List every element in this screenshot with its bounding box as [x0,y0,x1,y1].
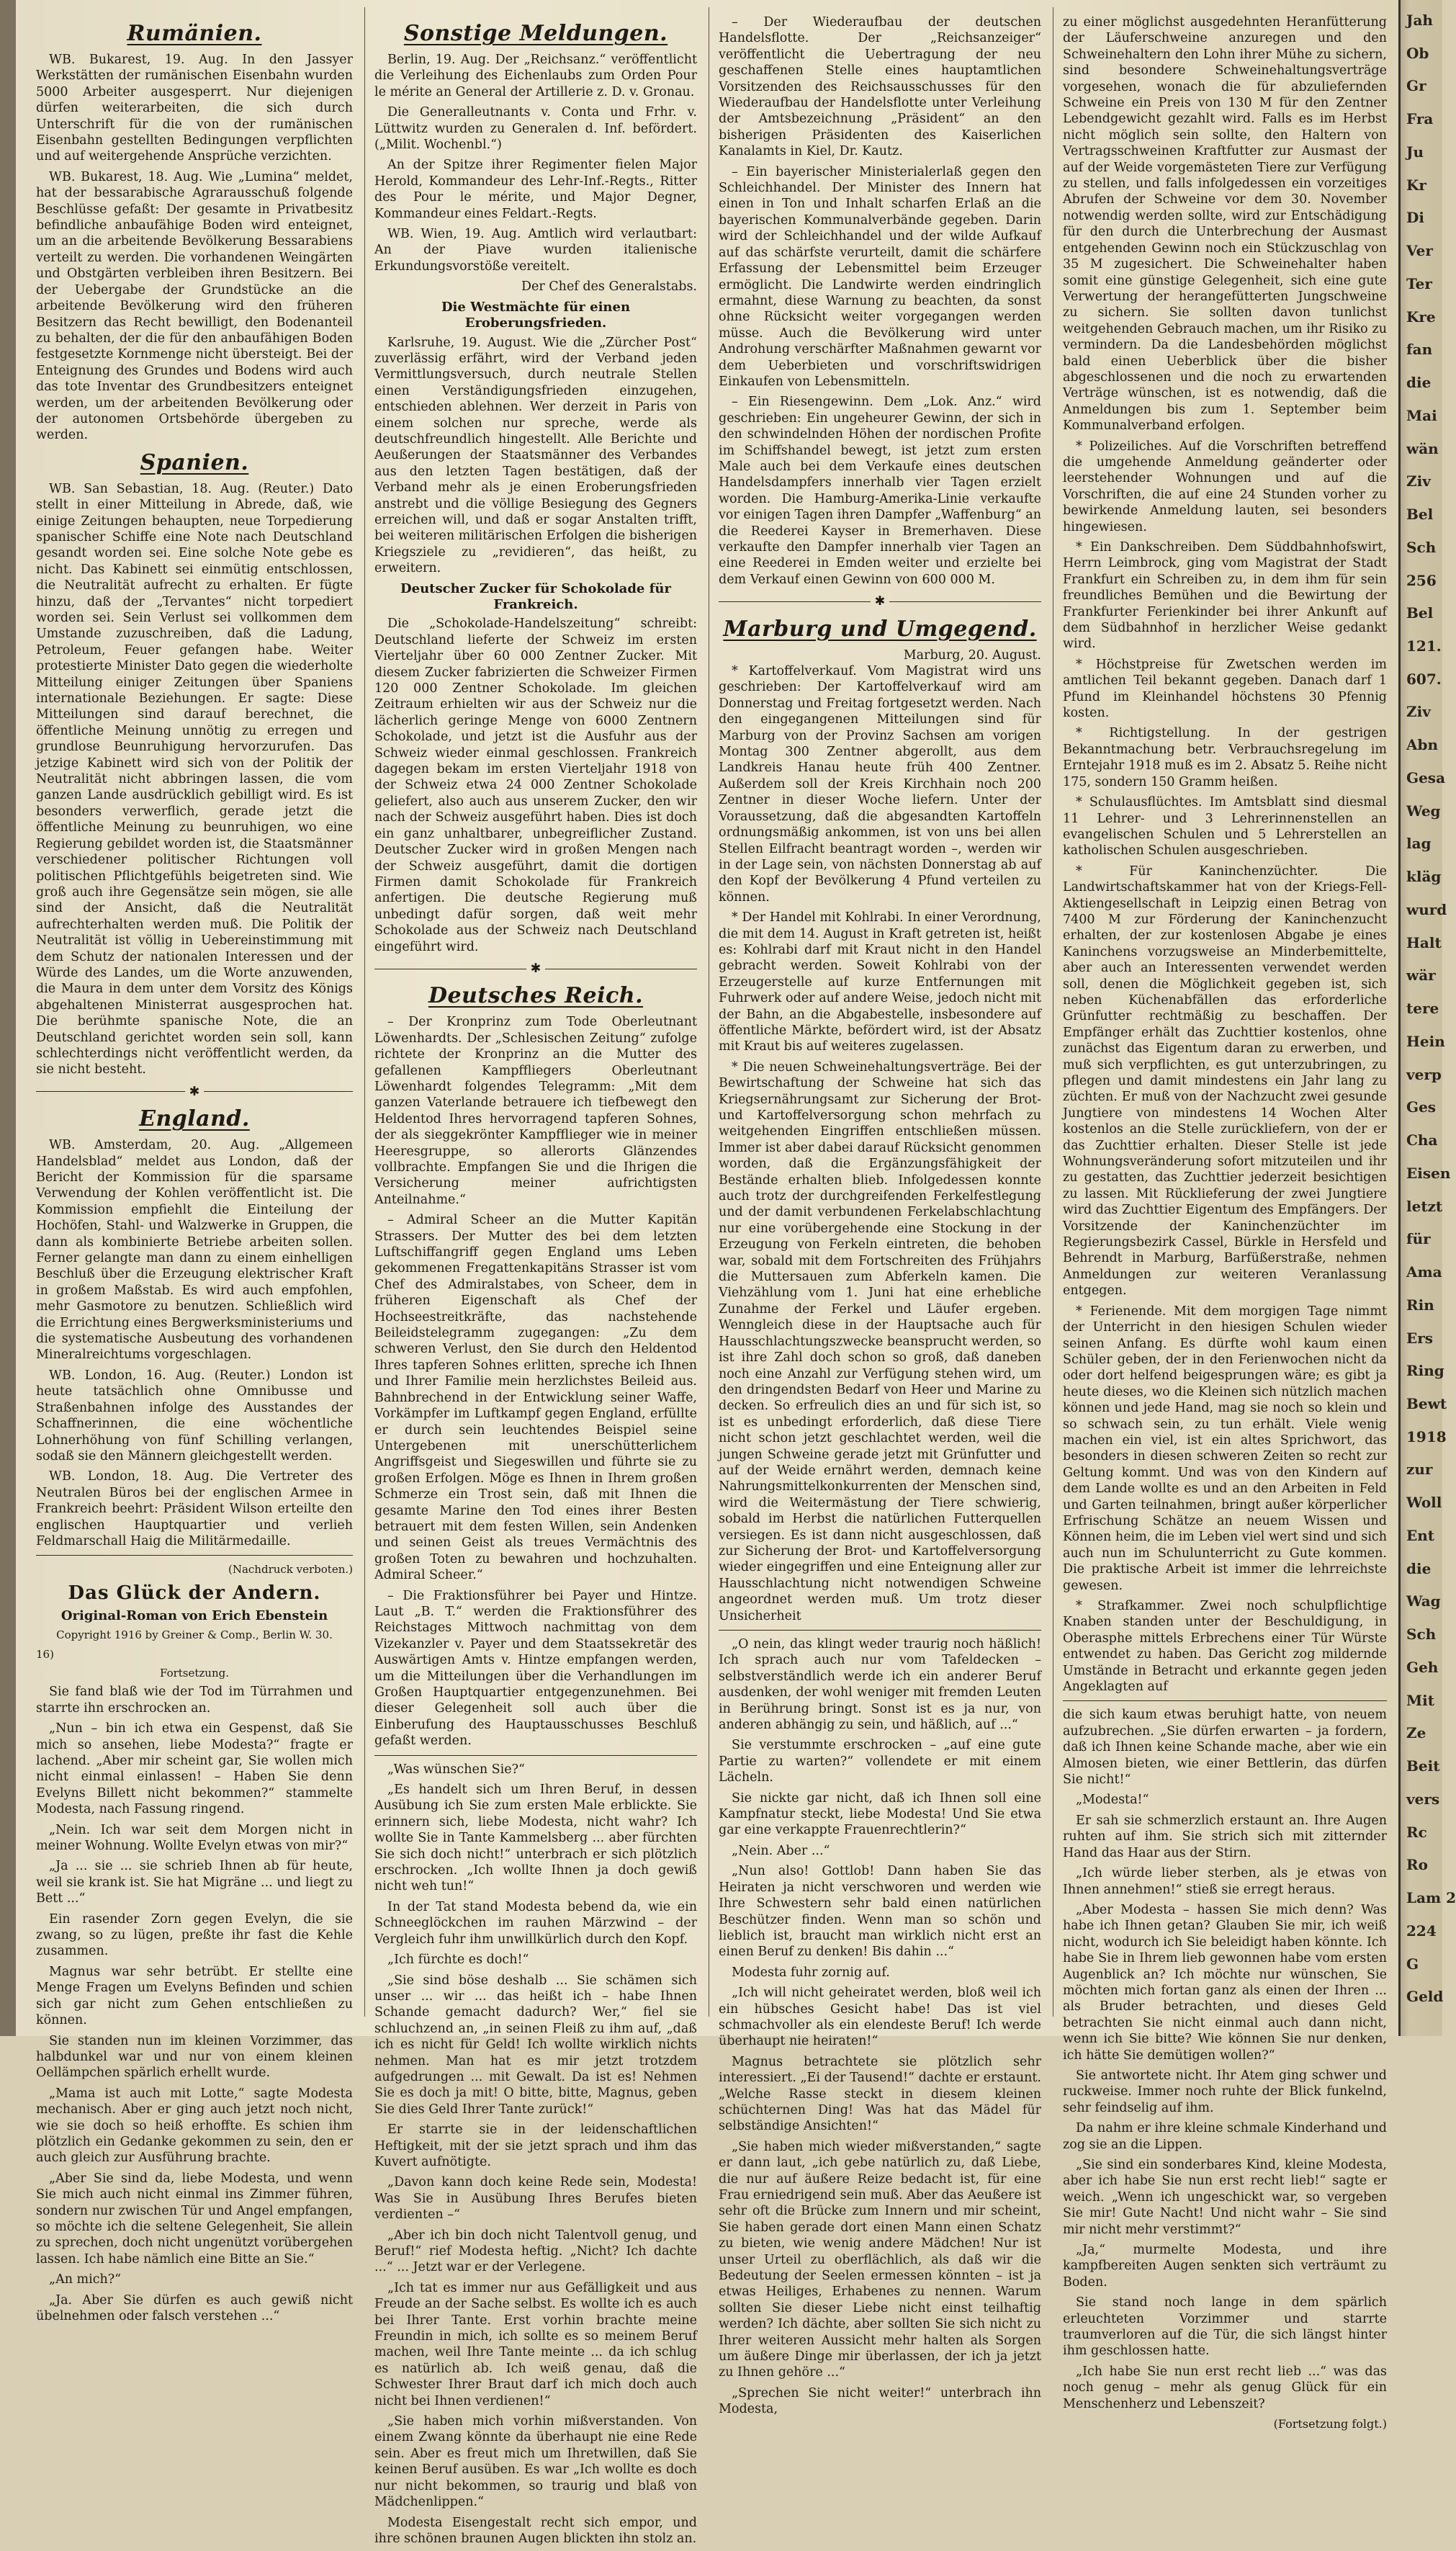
edge-fragment: Jah [1406,12,1433,29]
section-heading-england: England. [139,1106,250,1132]
novel-paragraph: Magnus betrachtete sie plötzlich sehr interessiert. „Ei der Tausend!“ dachte er erstaunt. „Welche Rasse steckt in diesem kleinen schüchternen Ding! Was hat das Mädel für selbständige Ansichten!“ [719,2054,1041,2134]
column-3 [719,14,1041,2422]
article-paragraph: – Ein Riesengewinn. Dem „Lok. Anz.“ wird geschrieben: Ein ungeheurer Gewinn, der sich in den schwindelnden Höhen der nordischen Profite im Schiffshandel bewegt, ist jetzt zum ersten Male auch bei dem Verkaufe eines deutschen Handelsdampfers innerhalb vier Tagen erzielt worden. Die Hamburg-Amerika-Linie verkaufte vor einigen Tagen ihren Dampfer „Waffenburg“ an die Reederei Kayser in Bremerhaven. Diese verkaufte den Dampfer innerhalb vier Tagen an eine Reederei in Emden weiter und erzielte bei dem Verkauf einen Gewinn von 600 000 M. [719,395,1041,587]
novel-paragraph: „Sprechen Sie nicht weiter!“ unterbrach ihn Modesta, [719,2385,1041,2417]
article-paragraph: Die „Schokolade-Handelszeitung“ schreibt: Deutschland lieferte der Schweiz im ersten Vierteljahr über 60 000 Zentner Zucker. Mit diesem Zucker fabrizierten die Schweizer Firmen 120 000 Zentner Schokolade. Im gleichen Zeitraum erhielten wir aus der Schweiz nur die lächerlich geringe Menge von 6000 Zentnern Schokolade, und jetzt ist die Ausfuhr aus der Schweiz wieder einmal geschlossen. Frankreich dagegen bekam im ersten Vierteljahr 1918 von der Schweiz etwa 24 000 Zentner Schokolade geliefert, also auch aus unserem Zucker, den wir nach der Schweiz ausgeführt haben. Dies ist doch ein ganz unhaltbarer, unbegreiflicher Zustand. Deutscher Zucker wird in großen Mengen nach der Schweiz ausgeführt, damit die dortigen Firmen damit Schokolade für Frankreich anfertigen. Die deutsche Regierung muß unbedingt dafür sorgen, daß weit mehr Schokolade aus der Schweiz nach Deutschland eingeführt wird. [374,617,697,954]
edge-fragment: Bel [1406,506,1434,524]
edge-fragment: Sch [1406,1626,1437,1644]
edge-fragment: Bel [1406,604,1434,622]
article-paragraph: * Ein Dankschreiben. Dem Süddbahnhofswirt, Herrn Leimbrock, ging vom Magistrat der Stadt Frankfurt ein Schreiben zu, in dem ihm für sein freundliches Bemühen und die Bewirtung der Frankfurter Ferienkinder bei ihrer Ankunft auf dem Südbahnhof in herzlicher Weise gedankt wird. [1063,540,1387,652]
article-paragraph: WB. London, 16. Aug. (Reuter.) London ist heute tatsächlich ohne Omnibusse und Straßenbahnen infolge des Ausstandes der Schaffnerinnen, die eine wöchentliche Lohnerhöhung von fünf Schilling verlangen, sodaß sie den Männern gleichgestellt werden. [36,1368,353,1463]
edge-fragment: 224 [1406,1922,1437,1940]
article-paragraph: An der Spitze ihrer Regimenter fielen Major Herold, Kommandeur des Lehr-Inf.-Regts., Ritter des Pour le mérite, und Major Degner, Kommandeur eines Feldart.-Regts. [374,158,697,221]
edge-fragment: Mit [1406,1691,1434,1709]
novel-paragraph: „Nein. Ich war seit dem Morgen nicht in meiner Wohnung. Wollte Evelyn etwas von mir?“ [36,1822,353,1854]
edge-fragment: 607. [1406,670,1442,688]
novel-paragraph: „Ich tat es immer nur aus Gefälligkeit und aus Freude an der Sache selbst. Es wollte ich es auch bei Ihrer Tante. Erst vorhin brachte meine Freundin in mich, ich sollte es so meinem Beruf machen, weil Ihre Tante meinte ... da ich schlug es natürlich ab. Ich weiß genau, daß die Schwester Ihrer Braut darf ich mich doch auch nicht bei Ihnen verdienen!“ [374,2280,697,2408]
novel-paragraph: „Ich habe Sie nun erst recht lieb ...“ was das noch genug – mehr als genug Glück für ein Menschenherz und Lebenszeit? [1063,2364,1387,2411]
column-rule [364,7,365,2017]
edge-fragment: Ers [1406,1329,1434,1347]
novel-paragraph: Sie antwortete nicht. Ihr Atem ging schwer und ruckweise. Immer noch ruhte der Blick funkelnd, sehr feindselig auf ihm. [1063,2068,1387,2115]
article-paragraph: WB. Amsterdam, 20. Aug. „Allgemeen Handelsblad“ meldet aus London, daß der Bericht der Kommission für die sparsame Verwendung der Kohlen veröffentlicht ist. Die Kommission empfiehlt die Einteilung der Hochöfen, Stahl- und Walzwerke in Gruppen, die dann als kombinierte Betriebe arbeiten sollen. Ferner gelangte man dann zu einem einhelligen Beschluß über die Erzeugung elektrischer Kraft in großem Maßstab. Es wird auch empfohlen, mehr Gasmotore zu benutzen. Schließlich wird die Errichtung eines Bergwerksministeriums und die systematische Ausbeutung des vorhandenen Mineralreichtums vorgeschlagen. [36,1138,353,1363]
edge-fragment: Ter [1406,274,1432,292]
edge-fragment: 1918 [1406,1427,1447,1445]
dateline: Marburg, 20. August. [903,647,1041,663]
edge-fragment: Geld [1406,1988,1444,2006]
edge-fragment: Halt [1406,933,1442,951]
edge-fragment: fan [1406,341,1433,359]
signature: Der Chef des Generalstabs. [521,279,697,295]
edge-fragment: Ziv [1406,472,1431,490]
novel-paragraph: „Ich will nicht geheiratet werden, bloß weil ich ein hübsches Gesicht habe! Das ist viel schmachvoller als ein elendeste Beruf! Ich werde überhaupt nie heiraten!“ [719,1986,1041,2049]
edge-fragment: Bewt [1406,1394,1447,1412]
edge-fragment: Ze [1406,1724,1426,1742]
novel-paragraph: Da nahm er ihre kleine schmale Kinderhand und zog sie an die Lippen. [1063,2121,1387,2152]
edge-fragment: Eisen [1406,1164,1451,1182]
novel-paragraph: „Sie haben mich wieder mißverstanden,“ sagte er dann laut, „ich gebe natürlich zu, daß Liebe, die nur auf äußere Reize bedacht ist, für eine Frau erniedrigend sein muß. Aber das Aeußere ist sehr oft die Brücke zum Innern und mir scheint, Sie haben gerade dort einen Mann einen Schatz zu bieten, wie wenig andere Mädchen! Nur ist unser Urteil zu oberflächlich, als daß wir die Bedeutung der Seelen ermessen könnten – ist ja etwas Heiliges, Erhabenes zu nennen. Warum sollten Sie dieser Liebe nicht einst teilhaftig werden? Ich dächte, aber sollten Sie sich nicht zu Ihrer weiteren Aussicht mehr halten als Sorgen um äußere Dinge mir überlassen, der ich ja jetzt zu Ihnen gehöre ...“ [719,2139,1041,2380]
edge-fragment: Hein [1406,1032,1445,1050]
edge-fragment: zur [1406,1461,1433,1479]
edge-fragment: Ver [1406,242,1433,260]
article-paragraph: zu einer möglichst ausgedehnten Heranfütterung der Läuferschweine anzuregen und den Schweinehaltern den Lohn ihrer Mühe zu sichern, sind besondere Schweinehaltungsverträge vorgesehen, wonach die für abzuliefernden Schweine ein Preis von 130 M für den Zentner Lebendgewicht gezahlt wird. Falls es im Herbst nicht möglich sein sollte, den Haltern von Vertragsschweinen Kraftfutter zur Ausmast der auf der Weide vorgemästeten Tiere zur Verfügung zu stellen, und falls infolgedessen ein vorzeitiges Abrufen der Schweine vor dem 30. November notwendig werden sollte, wird zur Entschädigung für den durch die Unterbrechung der Ausmast entgehenden Gewinn noch ein Stückzuschlag von 35 M zugesichert. Die Schweinehalter haben somit eine günstige Gelegenheit, sich eine gute Verwertung der herangefütterten Jungschweine zu sichern. Sie sollten davon tunlichst weitgehenden Gebrauch machen, um ihr Risiko zu vermindern. Da die Landesbehörden möglichst bald einen Ueberblick über die bisher abgeschlossenen und die noch zu erwartenden Verträge wünschen, ist es notwendig, daß die Anmeldungen bis zum 1. September beim Kommunalverband erfolgen. [1063,15,1387,434]
edge-fragment: vers [1406,1790,1440,1808]
edge-fragment: Wag [1406,1592,1441,1610]
novel-paragraph: Er starrte sie in der leidenschaftlichen Heftigkeit, mit der sie jetzt sprach und ihm das Kuvert aufnötigte. [374,2122,697,2169]
novel-paragraph: Er sah sie schmerzlich erstaunt an. Ihre Augen ruhten auf ihm. Sie strich sich mit zitternder Hand das Haar aus der Stirn. [1063,1813,1387,1860]
edge-fragment: für [1406,1230,1431,1248]
article-paragraph: – Die Fraktionsführer bei Payer und Hintze. Laut „B. T.“ werden die Fraktionsführer des Reichstages Mittwoch nachmittag von dem Vizekanzler v. Payer und dem Staatssekretär des Auswärtigen Amts v. Hintze empfangen werden, um die Mitteilungen über die Verhandlungen im Großen Hauptquartier entgegenzunehmen. Bei dieser Gelegenheit soll auch über die Einberufung des Hauptausschusses Beschluß gefaßt werden. [374,1588,697,1749]
edge-fragment: Geh [1406,1658,1439,1676]
novel-paragraph: Sie nickte gar nicht, daß ich Ihnen soll eine Kampfnatur steckt, liebe Modesta! Und Sie etwa gar eine verkappte Frauenrechtlerin?“ [719,1790,1041,1838]
edge-fragment: Woll [1406,1494,1442,1512]
novel-paragraph: „Sie sind ein sonderbares Kind, kleine Modesta, aber ich habe Sie nun erst recht lieb!“ sagte er weich. „Wenn ich ungeschickt war, so vergeben Sie mir! Gute Nacht! Und nicht wahr – Sie sind mir nicht mehr verstimmt?“ [1063,2158,1387,2237]
separator: ✱ [36,1084,353,1100]
edge-fragment: die [1406,1559,1432,1577]
section-heading-rumaenien: Rumänien. [127,21,262,46]
novel-paragraph: In der Tat stand Modesta bebend da, wie ein Schneeglöckchen im rauhen Märzwind – der Vergleich fuhr ihm unwillkürlich durch den Kopf. [374,1899,697,1947]
edge-fragment: Ziv [1406,703,1431,721]
edge-fragment: Cha [1406,1131,1438,1149]
article-paragraph: Berlin, 19. Aug. Der „Reichsanz.“ veröffentlicht die Verleihung des Eichenlaubs zum Orden Pour le mérite an General der Artillerie z. D. v. Gronau. [374,53,697,99]
novel-subtitle: Original-Roman von Erich Ebenstein [60,1608,328,1623]
column-2 [374,14,697,2551]
novel-paragraph: „Nein. Aber ...“ [732,1843,830,1858]
article-paragraph: WB. London, 18. Aug. Die Vertreter des Neutralen Büros bei der englischen Armee in Frankreich beehrt: Präsident Wilson erteilte den englischen Hauptquartier und verlieh Feldmarschall Haig die Militärmedaille. [36,1469,353,1548]
edge-fragment: wän [1406,439,1439,457]
article-headline: Deutscher Zucker für Schokolade für Frankreich. [400,580,671,612]
novel-paragraph: „Sie haben mich vorhin mißverstanden. Von einem Zwang könnte da überhaupt nie eine Rede sein. Aber es freut mich um Ihretwillen, daß Sie keinen Beruf ausüben. Es war „Ich wollte es doch nur nicht bekommen, so traurig und blaß von Mädchenlippen.“ [374,2414,697,2510]
article-paragraph: * Kartoffelverkauf. Vom Magistrat wird uns geschrieben: Der Kartoffelverkauf wird am Donnerstag und Freitag fortgesetzt werden. Nach den eingegangenen Mitteilungen sind für Marburg von der Provinz Sachsen am vorigen Montag 300 Zentner abgerollt, aus dem Landkreis Hanau heute früh 400 Zentner. Außerdem soll der Kreis Kirchhain noch 200 Zentner in dieser Woche liefern. Unter der Voraussetzung, daß die abgesandten Kartoffeln ordnungsmäßig ankommen, ist von uns bei allen Stellen Eilfracht beantragt worden –, werden wir in der Lage sein, von nächsten Donnerstag ab auf den Kopf der Bevölkerung 4 Pfund verteilen zu können. [719,664,1041,905]
novel-paragraph: „Es handelt sich um Ihren Beruf, in dessen Ausübung ich Sie zum ersten Male erblickte. Sie erinnern sich, liebe Modesta, nicht wahr? Ich wollte Sie in Tante Kammelsberg ... aber fürchten Sie sich doch nicht!“ unterbrach er sich plötzlich erschrocken. „Ich wollte Ihnen ja doch gewiß nicht weh tun!“ [374,1783,697,1894]
separator [1063,1700,1387,1701]
continuation-label: Fortsetzung. [159,1666,229,1680]
edge-fragment: wurd [1406,900,1447,918]
section-heading-sonstige: Sonstige Meldungen. [403,21,668,46]
novel-paragraph: „Ich würde lieber sterben, als je etwas von Ihnen annehmen!“ stieß sie erregt heraus. [1063,1866,1387,1897]
article-paragraph: * Für Kaninchenzüchter. Die Landwirtschaftskammer hat von der Kriegs-Fell-Aktiengesellschaft in Leipzig einen Betrag von 7400 M zur Förderung der Kaninchenzucht erhalten, der zur kostenlosen Abgabe je eines Kaninchens vorzugsweise an Minderbemittelte, aber auch an Interessenten verwendet werden soll, denen die Möglichkeit gegeben ist, sich neben Küchenabfällen das erforderliche Grünfutter rechtmäßig zu beschaffen. Der Empfänger erhält das Zuchttier kostenlos, ohne zunächst das Eigentum daran zu erwerben, und muß sich verpflichten, es gut unterzubringen, zu pflegen und damit mindestens ein Jahr lang zu züchten. Er muß von der Nachzucht zwei gesunde Jungtiere von mindestens 14 Wochen Alter kostenlos an die Stelle zurückliefern, von der er das Zuchttier erhalten. Dieser Stelle ist jede Wohnungsveränderung sofort mitzuteilen und ihr zu gestatten, das Zuchttier jederzeit besichtigen zu lassen. Mit Rücklieferung der zwei Jungtiere wird das Zuchttier Eigentum des Empfängers. Der Vorsitzende der Kaninchenzüchter im Regierungsbezirk Cassel, Bürkle in Hersfeld und Behrendt in Marburg, Barfüßerstraße, nehmen Anmeldungen zur weiteren Veranlassung entgegen. [1063,864,1387,1299]
edge-fragment: Beit [1406,1757,1440,1775]
edge-fragment: 256 [1406,571,1437,589]
article-paragraph: – Admiral Scheer an die Mutter Kapitän Strassers. Der Mutter des bei dem letzten Luftschiffangriff gegen England ums Leben gekommenen Fregattenkapitäns Strasser ist vom Chef des Admiralstabes, von Scheer, dem in früheren Eigenschaft als Chef der Hochseestreitkräfte, das nachstehende Beileidstelegramm zugegangen: „Zu dem schweren Verlust, den Sie durch den Heldentod Ihres tapferen Sohnes erlitten, spreche ich Ihnen und Ihrer Familie mein herzlichstes Beileid aus. Bahnbrechend in der Entwicklung seiner Waffe, Vorkämpfer im Luftkampf gegen England, erfüllte er durch sein leuchtendes Beispiel seine Untergebenen mit unerschütterlichem Angriffsgeist und Siegeswillen und führte sie zu großen Erfolgen. Möge es Ihnen in Ihrem großen Schmerze ein Trost sein, daß mit Ihnen die gesamte Marine den Tod eines ihrer Besten betrauert mit dem festen Willen, sein Andenken und seinen Geist als treues Vermächtnis des großen Toten zu bewahren und hochzuhalten. Admiral Scheer.“ [374,1213,697,1583]
novel-paragraph: „Sie sind böse deshalb ... Sie schämen sich unser ... wir ... das heißt ich – habe Ihnen Schande gemacht dadurch? Wer,“ fiel sie schluchzend an, „in seinen Fleiß zu ihm auf, „daß ich es nicht für Geld! Ich wollte wirklich nichts nehmen. Man hat es mir jetzt trotzdem aufgedrungen ... mit Gewalt. Da ist es! Nehmen Sie es doch ja mit! O bitte, bitte, Magnus, geben Sie dies Geld Ihrer Tante zurück!“ [374,1973,697,2117]
edge-fragment: Gesa [1406,768,1446,786]
novel-paragraph: „Ich fürchte es doch!“ [387,1953,529,1968]
binding-gutter [0,0,16,2036]
novel-paragraph: Magnus war sehr betrübt. Er stellte eine Menge Fragen um Evelyns Befinden und schien sich gar nicht zum Gehen entschließen zu können. [36,1964,353,2028]
novel-paragraph: „Aber Sie sind da, liebe Modesta, und wenn Sie mich auch nicht einmal ins Zimmer führen, sondern nur zwischen Tür und Angel empfangen, so möchte ich die seltene Gelegenheit, Sie allein zu sprechen, doch nicht ungenützt vorübergehen lassen. Ich habe nämlich eine Bitte an Sie.“ [36,2171,353,2267]
edge-fragment: Ring [1406,1362,1444,1380]
edge-fragment: letzt [1406,1197,1443,1215]
edge-fragment: Kr [1406,176,1426,194]
novel-paragraph: Modesta fuhr zornig auf. [732,1965,890,1980]
article-paragraph: * Die neuen Schweinehaltungsverträge. Bei der Bewirtschaftung der Schweine hat sich das Kriegsernährungsamt zur Sicherung der Brot- und Kartoffelversorgung schon mehrfach zu weitgehenden Eingriffen entschließen müssen. Immer ist aber dabei darauf Rücksicht genommen worden, daß die Ergänzungsfähigkeit der Bestände erhalten blieb. Infolgedessen konnte auch trotz der durchgreifenden Ferkelfestlegung und der damit verbundenen Ferkelabschlachtung nur eine vorübergehende eine Stockung in der Erzeugung von Ferkeln eintreten, die behoben war, sobald mit dem Fortschreiten des Frühjahrs die Muttersauen zum Abferkeln kamen. Die Viehzählung vom 1. Juni hat eine erhebliche Zunahme der Ferkel und Läufer ergeben. Wenngleich diese in der Hauptsache auch für Hausschlachtungszwecke beansprucht werden, so ist ihre Zahl doch schon so groß, daß daneben noch eine Anzahl zur Verfügung stehen wird, um den dringendsten Bedarf von Heer und Marine zu decken. So erfreulich dies an und für sich ist, so ist es unbedingt erforderlich, daß diese Tiere nicht schon jetzt geschlachtet werden, weil die jungen Schweine gerade jetzt mit Grünfutter und auf der Weide ernährt werden, demnach keine Nahrungsmittelkonkurrenten der Menschen sind, wird die Weitermästung der Tiere schwierig, sobald im Herbst die natürlichen Futterquellen versiegen. Es ist dann nicht ausgeschlossen, daß zur Sicherung der Brot- und Kartoffelversorgung wieder eingegriffen und eine Enteignung aller zur Hausschlachtung nicht notwendigen Schweine angeordnet werden muß. Um trotz dieser Unsicherheit [719,1059,1041,1623]
novel-paragraph: „Ja ... sie ... sie schrieb Ihnen ab für heute, weil sie krank ist. Sie hat Migräne ... und liegt zu Bett ...“ [36,1859,353,1906]
article-paragraph: WB. Bukarest, 18. Aug. Wie „Lumina“ meldet, hat der bessarabische Agrarausschuß folgende Beschlüsse gefaßt: Der gesamte in Privatbesitz befindliche anbaufähige Boden wird enteignet, um an die arbeitende Bevölkerung Bessarabiens verteilt zu werden. Die vorhandenen Weingärten und Obstgärten verbleiben ihren Besitzern. Bei der Uebergabe der Grundstücke an die arbeitende Bevölkerung wird den früheren Besitzern das Recht bewilligt, den Bodenanteil zu behalten, der die für den anbaufähigen Boden festgesetzte Kornmenge nicht übersteigt. Bei der Enteignung des Grundes und Bodens wird auch das tote Inventar des Grundbesitzers enteignet werden, um der arbeitenden Bevölkerung oder der autonomen Ortsbehörde übergeben zu werden. [36,169,353,443]
article-paragraph: – Ein bayerischer Ministerialerlaß gegen den Schleichhandel. Der Minister des Innern hat einen in Ton und Inhalt scharfen Erlaß an die bayerischen Kommunalverbände gegeben. Darin wird der Schleichhandel und der wilde Aufkauf auf das schärfste verurteilt, damit die schärfere Erfassung der Lebensmittel beim Erzeuger ermöglicht. Die Landwirte werden eindringlich ermahnt, diese Warnung zu beachten, da sonst ohne Rücksicht weiter vorgegangen werden müsse. Auch die Bevölkerung wird unter Androhung verschärfter Maßnahmen gewarnt vor dem Ueberbieten und vorschriftswidrigen Einkaufen von Lebensmitteln. [719,164,1041,389]
article-paragraph: * Ferienende. Mit dem morgigen Tage nimmt der Unterricht in den hiesigen Schulen wieder seinen Anfang. Es dürfte wohl kaum einen Schüler geben, der in den Ferienwochen nicht da oder dort helfend beigesprungen wäre; es gibt ja heute dieses, wo die Kleinen sich nützlich machen können und jede Hand, mag sie noch so klein und so schwach sein, zu tun erhält. Viele wenig machen ein viel, ist ein altes Sprichwort, das besonders in diesen schweren Zeiten so recht zur Geltung kommt. Und was von den Kindern auf dem Lande wollte es und an den Arbeiten in Feld und Garten teilnahmen, bringt außer körperlicher Erfrischung Schätze an neuem Wissen und Können heim, die im Leben viel wert sind und sich auch nun im Schulunterricht zu Gute kommen. Die praktische Arbeit ist immer die lehrreichste gewesen. [1063,1304,1387,1593]
novel-paragraph: „Ja,“ murmelte Modesta, und ihre kampfbereiten Augen senkten sich verträumt zu Boden. [1063,2243,1387,2290]
section-heading-reich: Deutsches Reich. [428,983,644,1009]
novel-paragraph: Modesta Eisengestalt recht sich empor, und ihre schönen braunen Augen blickten ihn stolz an. [374,2515,697,2546]
novel-paragraph: „Davon kann doch keine Rede sein, Modesta! Was Sie in Ausübung Ihres Berufes bieten verdienten –“ [374,2175,697,2223]
article-paragraph: WB. Wien, 19. Aug. Amtlich wird verlautbart: An der Piave wurden italienische Erkundungsvorstöße vereitelt. [374,227,697,274]
edge-fragment: Sch [1406,538,1437,556]
edge-fragment: Rc [1406,1823,1427,1841]
novel-paragraph: Ein rasender Zorn gegen Evelyn, die sie zwang, so zu lügen, preßte ihr fast die Kehle zusammen. [36,1911,353,1959]
edge-fragment: Rin [1406,1296,1434,1314]
novel-paragraph: „O nein, das klingt weder traurig noch häßlich! Ich sprach auch nur vom Tafeldecken – selbstverständlich werde ich ein anderer Beruf ausdenken, der wohl weniger mit fremden Leuten in Berührung bringt. Sonst ist es ja nur, von anderen abhängig zu sein, und häßlich, auf ...“ [719,1637,1041,1733]
reprint-notice: (Nachdruck verboten.) [228,1563,353,1577]
installment-number: 16) [36,1647,54,1661]
novel-paragraph: „Ja. Aber Sie dürfen es auch gewiß nicht übelnehmen oder falsch verstehen ...“ [36,2292,353,2323]
novel-paragraph: „Mama ist auch mit Lotte,“ sagte Modesta mechanisch. Aber er ging auch jetzt noch nicht, wie sie doch so heiß erhoffte. Es schien ihm plötzlich ein Gedanke gekommen zu sein, den er auch gleich zur Ausführung brachte. [36,2086,353,2166]
edge-fragment: Ob [1406,44,1429,62]
article-paragraph: * Richtigstellung. In der gestrigen Bekanntmachung betr. Verbrauchsregelung im Erntejahr 1918 muß es im 2. Absatz 5. Reihe nicht 175, sondern 150 Gramm heißen. [1063,726,1387,789]
novel-paragraph: Sie standen nun im kleinen Vorzimmer, das halbdunkel war und nur von einem kleinen Oellämpchen spärlich erhellt wurde. [36,2033,353,2081]
column-1 [36,14,353,2328]
edge-fragment: Mai [1406,406,1437,424]
article-paragraph: Die Generalleutnants v. Conta und Frhr. v. Lüttwitz wurden zu Generalen d. Inf. befördert. („Milit. Wochenbl.“) [374,105,697,153]
edge-fragment: Di [1406,209,1424,227]
column-4 [1063,14,1387,2433]
separator: ✱ [374,961,697,977]
edge-fragment: Weg [1406,802,1441,820]
edge-fragment: Abn [1406,736,1439,754]
novel-paragraph: „Nun also! Gottlob! Dann haben Sie das Heiraten ja nicht verschworen und werden wie Ihre Schwestern sehr bald einen natürlichen Beschützer finden. Wenn man so schön und lieblich ist, braucht man wirklich nicht erst an einen Beruf zu denken! Bis dahin ...“ [719,1864,1041,1960]
novel-paragraph: „Nun – bin ich etwa ein Gespenst, daß Sie mich so ansehen, liebe Modesta?“ fragte er lachend. „Aber mir scheint gar, Sie wollen mich nicht einmal einlassen! – Haben Sie denn Evelyns Billett nicht bekommen?“ stammelte Modesta, nach Fassung ringend. [36,1721,353,1817]
novel-paragraph: „Modesta!“ [1076,1793,1149,1808]
novel-paragraph: „Aber Modesta – hassen Sie mich denn? Was habe ich Ihnen getan? Glauben Sie mir, ich weiß nicht, wodurch ich Sie beleidigt haben könnte. Ich habe Sie in Ihrem lieb gewonnen habe vom ersten Augenblick an? Ich möchte nur wünschen, Sie möchten mich fortan ganz als einen der Ihren ... als Bruder betrachten, und dieses Geld betrachten Sie nicht einmal auch dann nicht, wenn ich Sie bitte? Wie können Sie nur denken, ich hätte Sie demütigen wollen?“ [1063,1902,1387,2063]
novel-paragraph: „Aber ich bin doch nicht Talentvoll genug, und Beruf!“ rief Modesta heftig. „Nicht? Ich dachte ...“ ... Jetzt war er der Verlegene. [374,2228,697,2275]
edge-fragment: tere [1406,1000,1439,1018]
edge-fragment: Ju [1406,143,1424,161]
edge-fragment: 121. [1406,637,1442,655]
edge-fragment: Fra [1406,110,1434,128]
separator [374,1755,697,1756]
copyright-line: Copyright 1916 by Greiner & Comp., Berlin W. 30. [56,1628,333,1642]
edge-fragment: Ent [1406,1526,1435,1544]
edge-fragment: Kre [1406,308,1436,326]
edge-fragment: Ges [1406,1098,1437,1116]
article-paragraph: * Polizeiliches. Auf die Vorschriften betreffend die umgehende Anmeldung geänderter oder leerstehender Wohnungen und auf die Vorschriften, die auf eine 24 Stunden vorher zu bewirkende Anmeldung lauten, sei besonders hingewiesen. [1063,439,1387,534]
edge-fragment: Gr [1406,77,1426,95]
novel-paragraph: die sich kaum etwas beruhigt hatte, von neuem aufzubrechen. „Sie dürfen erwarten – ja fordern, daß ich Ihnen keine Schande mache, aber wie ein Almosen bieten, wie einer Bettlerin, das dürfen Sie nicht!“ [1063,1708,1387,1788]
novel-paragraph: Sie verstummte erschrocken – „auf eine gute Partie zu warten?“ vollendete er mit einem Lächeln. [719,1738,1041,1785]
article-paragraph: * Der Handel mit Kohlrabi. In einer Verordnung, die mit dem 14. August in Kraft getreten ist, heißt es: Kohlrabi darf mit Kraut nicht in den Handel gebracht werden. Soweit Kohlrabi von der Erzeugerstelle auf kurze Entfernungen mit Fuhrwerk oder auf andere Weise, jedoch nicht mit der Bahn, an die Abgabestelle, insbesondere auf öffentliche Märkte, befördert wird, ist der Absatz mit Kraut bis auf weiteres zugelassen. [719,910,1041,1054]
edge-fragment: Ro [1406,1856,1428,1874]
edge-fragment: lag [1406,835,1432,853]
novel-paragraph: Sie stand noch lange in dem spärlich erleuchteten Vorzimmer und starrte traumverloren auf die Tür, die sich längst hinter ihm geschlossen hatte. [1063,2295,1387,2359]
novel-paragraph: Sie fand blaß wie der Tod im Türrahmen und starrte ihn erschrocken an. [36,1685,353,1716]
novel-title: Das Glück der Andern. [68,1582,321,1604]
edge-fragment: G [1406,1955,1419,1973]
novel-paragraph: „An mich?“ [49,2272,122,2287]
edge-fragment: Ama [1406,1263,1442,1281]
article-paragraph: * Strafkammer. Zwei noch schulpflichtige Knaben standen unter der Beschuldigung, in Oberasphe mittels Erbrechens einer Tür Würste entwendet zu haben. Das Gericht zog mildernde Umstände in Betracht und erkannte gegen jeden Angeklagten auf [1063,1599,1387,1695]
adjacent-page-edge [1398,0,1456,2036]
edge-fragment: Lam 2 [1406,1889,1456,1907]
article-paragraph: WB. San Sebastian, 18. Aug. (Reuter.) Dato stellt in einer Mitteilung in Abrede, daß, wie einige Zeitungen behaupten, neue Torpedierung spanischer Schiffe eine Note nach Deutschland gesandt worden sei. Eine solche Note gebe es nicht. Das Kabinett sei einmütig entschlossen, die Neutralität aufrecht zu erhalten. Er fügte hinzu, daß der „Tervantes“ nicht torpediert worden sei. Sein Verlust sei vollkommen dem Umstande zuzuschreiben, daß die Ladung, Petroleum, Feuer gefangen habe. Weiter protestierte Minister Dato gegen die wiederholte Mitteilung einiger Zeitungen über Spaniens internationale Beziehungen. Er sagte: Diese Mitteilungen sind darauf berechnet, die öffentliche Meinung unnötig zu erregen und grundlose Beunruhigung hervorzurufen. Das jetzige Kabinett wird sich von der Politik der Neutralität nicht abbringen lassen, die vom ganzen Lande ausdrücklich gebilligt wird. Es ist besonders verwerflich, gerade jetzt die öffentliche Meinung zu beunruhigen, wo eine Regierung gebildet worden ist, die Staatsmänner verschiedener politischer Richtungen voll politischen Pflichtgefühls beigetreten sind. Wie groß auch ihre Gegensätze sein mögen, sie alle sind der Ansicht, daß die Neutralität aufrechterhalten werden muß. Die Politik der Neutralität ist völlig in Uebereinstimmung mit dem Schutz der nationalen Interessen und der Würde des Landes, um die Worte anzuwenden, die Maura in dem unter dem Vorsitz des Königs abgehaltenen Ministerrat ausgesprochen hat. Die berühmte spanische Note, die an Deutschland gerichtet worden sein soll, kann schlechterdings nicht veröffentlicht werden, da sie nicht besteht. [36,481,353,1077]
article-headline: Die Westmächte für einen Eroberungsfrieden. [441,299,631,331]
separator [36,1555,353,1556]
edge-fragment: die [1406,374,1432,392]
article-paragraph: – Der Kronprinz zum Tode Oberleutnant Löwenhardts. Der „Schlesischen Zeitung“ zufolge richtete der Kronprinz an die Mutter des gefallenen Kampffliegers Oberleutnant Löwenhardt folgendes Telegramm: „Mit dem ganzen Vaterlande betrauere ich tiefbewegt den Heldentod Ihres hervorragend tapferen Sohnes, der als sieggekrönter Kampfflieger wie in meiner Heeresgruppe, so allerorts Glänzendes vollbrachte. Empfangen Sie und die Ihrigen die Versicherung meiner aufrichtigsten Anteilnahme.“ [374,1015,697,1207]
section-heading-spanien: Spanien. [140,449,249,475]
section-heading-marburg: Marburg und Umgegend. [723,616,1037,642]
article-paragraph: – Der Wiederaufbau der deutschen Handelsflotte. Der „Reichsanzeiger“ veröffentlicht die Uebertragung der neu geschaffenen Stelle eines hauptamtlichen Vorsitzenden des Reichsausschusses für den Wiederaufbau der Handelsflotte unter Verleihung der Amtsbezeichnung „Präsident“ an den bisherigen Präsidenten des Kaiserlichen Kanalamts in Kiel, Dr. Kautz. [719,15,1041,159]
edge-fragment: kläg [1406,868,1442,886]
article-paragraph: WB. Bukarest, 19. Aug. In den Jassyer Werkstätten der rumänischen Eisenbahn wurden 5000 Arbeiter ausgesperrt. Nur diejenigen dürfen weiterarbeiten, die sich durch Unterschrift für die von der rumänischen Eisenbahn gestellten Bedingungen verpflichten und auf weitergehende Ansprüche verzichten. [36,53,353,164]
continuation-footer: (Fortsetzung folgt.) [1273,2417,1387,2431]
novel-paragraph: „Was wünschen Sie?“ [387,1762,525,1777]
article-paragraph: * Höchstpreise für Zwetschen werden im amtlichen Teil bekannt gegeben. Danach darf 1 Pfund im Kleinhandel höchstens 30 Pfennig kosten. [1063,657,1387,721]
article-paragraph: * Schulausflüchtes. Im Amtsblatt sind diesmal 11 Lehrer- und 3 Lehrerinnenstellen an evangelischen Schulen und 5 Lehrerstellen an katholischen Schulen ausgeschrieben. [1063,795,1387,858]
edge-fragment: verp [1406,1065,1442,1083]
edge-fragment: wär [1406,967,1436,985]
article-paragraph: Karlsruhe, 19. August. Wie die „Zürcher Post“ zuverlässig erfährt, wird der Verband jeden Vermittlungsversuch, durch neutrale Stellen einen Verständigungsfrieden einzugehen, entschieden ablehnen. Wer derzeit in Paris von einem solchen nur spreche, werde als deutschfreundlich hingestellt. Alle Berichte und Aeußerungen der Staatsmänner des Verbandes aus den letzten Tagen bestätigen, daß der Verband mehr als je einen Eroberungsfrieden anstrebt und die völlige Besiegung des Gegners erreichen will, und daß er sogar Anstalten trifft, bei weiteren militärischen Erfolgen die bisherigen Kriegsziele zu „revidieren“, das heißt, zu erweitern. [374,335,697,576]
separator [719,1630,1041,1631]
separator: ✱ [719,593,1041,609]
